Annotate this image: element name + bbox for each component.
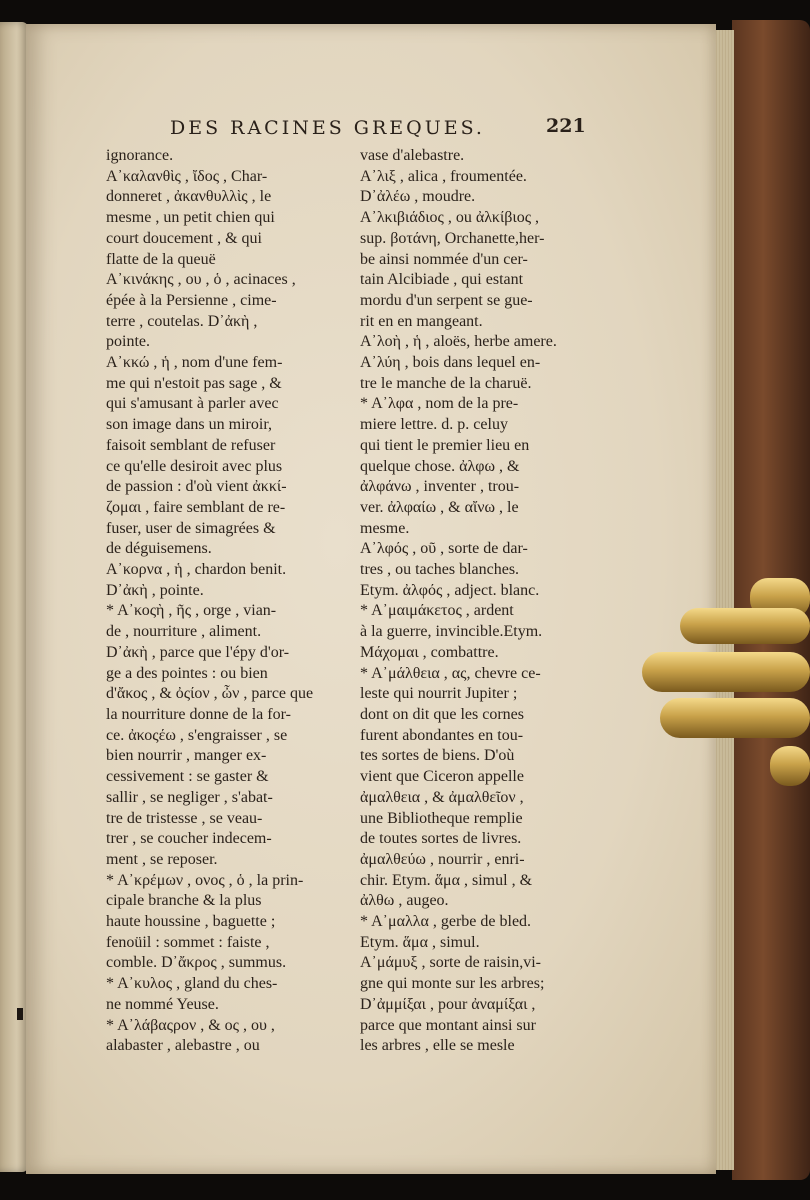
right-column-line: à la guerre, invincible.Etym.: [360, 623, 543, 641]
left-column-line: de passion : d'où vient ἀκκί-: [106, 478, 287, 496]
left-column-line: * Α᾽κυλος , gland du ches-: [106, 975, 278, 993]
right-column-line: Α᾽λφός , οῦ , sorte de dar-: [360, 540, 528, 558]
right-column-line: Α᾽λιξ , alica , froumentée.: [360, 167, 527, 185]
left-column-line: cessivement : se gaster &: [106, 768, 269, 786]
right-column-line: sup. βοτάνη, Orchanette,her-: [360, 229, 545, 247]
right-column-line: be ainsi nommée d'un cer-: [360, 250, 528, 268]
right-column-line: D᾽ἀμμίξαι , pour ἀναμίξαι ,: [360, 995, 536, 1013]
left-column-line: fuser, user de simagrées &: [106, 519, 276, 537]
left-column-line: bien nourrir , manger ex-: [106, 747, 267, 765]
left-column-line: Α᾽κινάκης , ου , ὁ , acinaces ,: [106, 271, 296, 289]
right-column-line: dont on dit que les cornes: [360, 705, 524, 723]
left-column-line: D᾽ἀκὴ , pointe.: [106, 581, 204, 599]
left-column-line: ce. ἀκοςέω , s'engraisser , se: [106, 726, 288, 744]
left-column-line: ge a des pointes : ou bien: [106, 664, 268, 682]
right-column-line: furent abondantes en tou-: [360, 726, 524, 744]
right-column-line: ἀμαλθεια , & ἀμαλθεῖον ,: [360, 788, 524, 806]
left-column-line: comble. D᾽ἄκρος , summus.: [106, 954, 287, 972]
left-column-line: de , nourriture , aliment.: [106, 623, 262, 641]
left-column-line: court doucement , & qui: [106, 229, 262, 247]
left-column-line: épée à la Persienne , cime-: [106, 291, 277, 309]
right-column-line: mordu d'un serpent se gue-: [360, 291, 533, 309]
right-column-line: vase d'alebastre.: [360, 147, 465, 164]
left-column-line: qui s'amusant à parler avec: [106, 395, 279, 413]
right-column-line: * Α᾽μαιμάκετος , ardent: [360, 602, 514, 620]
right-column-line: ἀμαλθεύω , nourrir , enri-: [360, 850, 525, 868]
left-column-line: donneret , ἀκανθυλλὶς , le: [106, 188, 272, 206]
right-column-line: D᾽ἀλέω , moudre.: [360, 188, 476, 206]
right-column-line: quelque chose. ἀλφω , &: [360, 457, 520, 475]
left-column-line: ment , se reposer.: [106, 850, 218, 868]
left-column-line: de déguisemens.: [106, 540, 212, 558]
left-column-line: me qui n'estoit pas sage , &: [106, 374, 282, 392]
right-column-line: une Bibliotheque remplie: [360, 809, 523, 827]
left-column-line: flatte de la queuë: [106, 250, 216, 268]
right-column-line: miere lettre. d. p. celuy: [360, 416, 508, 434]
right-text-column: [360, 146, 596, 1057]
left-column-line: tre de tristesse , se veau-: [106, 809, 263, 827]
right-column-line: ver. ἀλφαίω , & αἴνω , le: [360, 498, 519, 516]
left-column-line: Α᾽κκώ , ἡ , nom d'une fem-: [106, 354, 283, 372]
right-column-line: * Α᾽μαλλα , gerbe de bled.: [360, 913, 532, 931]
right-column-line: ἀλφάνω , inventer , trou-: [360, 478, 520, 496]
left-column-line: alabaster , alebastre , ou: [106, 1037, 260, 1055]
left-column-line: trer , se coucher indecem-: [106, 830, 272, 848]
right-column-line: de toutes sortes de livres.: [360, 830, 522, 848]
left-column-line: son image dans un miroir,: [106, 416, 272, 434]
left-column-line: haute houssine , baguette ;: [106, 913, 276, 931]
right-column-line: Etym. ἀλφός , adject. blanc.: [360, 581, 540, 599]
right-column-line: qui tient le premier lieu en: [360, 436, 530, 454]
margin-mark: [17, 1008, 23, 1020]
right-column-line: Α᾽μάμυξ , sorte de raisin,vi-: [360, 954, 541, 972]
left-page-edge: [0, 22, 28, 1172]
right-column-line: vient que Ciceron appelle: [360, 768, 524, 786]
left-column-line: sallir , se negliger , s'abat-: [106, 788, 273, 806]
right-column-line: Α᾽λκιβιάδιος , ou ἀλκίβιος ,: [360, 209, 540, 227]
right-column-line: tain Alcibiade , qui estant: [360, 271, 524, 289]
left-text-column: [106, 146, 346, 1057]
right-column-line: rit en en mangeant.: [360, 312, 483, 330]
left-column-line: * Α᾽λάβαςρον , & ος , ου ,: [106, 1016, 275, 1034]
left-column-line: ζομαι , faire semblant de re-: [106, 498, 286, 516]
right-column-line: tres , ou taches blanches.: [360, 561, 520, 579]
left-column-line: * Α᾽κρέμων , ονος , ὁ , la prin-: [106, 871, 304, 889]
left-column-line: ce qu'elle desiroit avec plus: [106, 457, 283, 475]
right-column-line: Etym. ἅμα , simul.: [360, 933, 480, 951]
left-column-line: Α᾽κορνα , ἡ , chardon benit.: [106, 561, 287, 579]
left-column-line: ignorance.: [106, 147, 174, 164]
right-column-line: tes sortes de biens. D'où: [360, 747, 515, 765]
left-column-line: ne nommé Yeuse.: [106, 995, 219, 1013]
right-column-line: ἀλθω , augeo.: [360, 892, 449, 910]
right-column-line: mesme.: [360, 519, 410, 537]
left-column-line: * Α᾽κοςὴ , ῆς , orge , vian-: [106, 602, 277, 620]
right-column-line: les arbres , elle se mesle: [360, 1037, 515, 1055]
running-title: DES RACINES GREQUES.: [170, 117, 485, 139]
left-column-line: faisoit semblant de refuser: [106, 436, 276, 454]
left-column-line: fenoüil : sommet : faiste ,: [106, 933, 270, 951]
right-column-line: * Α᾽λφα , nom de la pre-: [360, 395, 519, 413]
right-column-line: Α᾽λύη , bois dans lequel en-: [360, 354, 541, 372]
left-column-line: D᾽ἀκὴ , parce que l'épy d'or-: [106, 643, 290, 661]
left-column-line: cipale branche & la plus: [106, 892, 262, 910]
right-column-line: tre le manche de la charuë.: [360, 374, 532, 392]
right-column-line: chir. Etym. ἅμα , simul , &: [360, 871, 533, 889]
page-number: 221: [546, 115, 586, 137]
right-column-line: leste qui nourrit Jupiter ;: [360, 685, 518, 703]
left-column-line: Α᾽καλανθὶς , ἴδος , Char-: [106, 167, 268, 185]
left-column-line: mesme , un petit chien qui: [106, 209, 275, 227]
brass-hand-icon: [640, 578, 810, 788]
right-column-line: Μάχομαι , combattre.: [360, 643, 499, 661]
left-column-line: la nourriture donne de la for-: [106, 705, 291, 723]
right-column-line: Α᾽λοὴ , ἡ , aloës, herbe amere.: [360, 333, 557, 351]
right-column-line: gne qui monte sur les arbres;: [360, 975, 545, 993]
right-column-line: parce que montant ainsi sur: [360, 1016, 536, 1034]
right-column-line: * Α᾽μάλθεια , ας, chevre ce-: [360, 664, 541, 682]
left-column-line: d'ἄκος , & ὀςίον , ὦν , parce que: [106, 685, 314, 703]
left-column-line: terre , coutelas. D᾽ἀκὴ ,: [106, 312, 258, 330]
left-column-line: pointe.: [106, 333, 150, 351]
